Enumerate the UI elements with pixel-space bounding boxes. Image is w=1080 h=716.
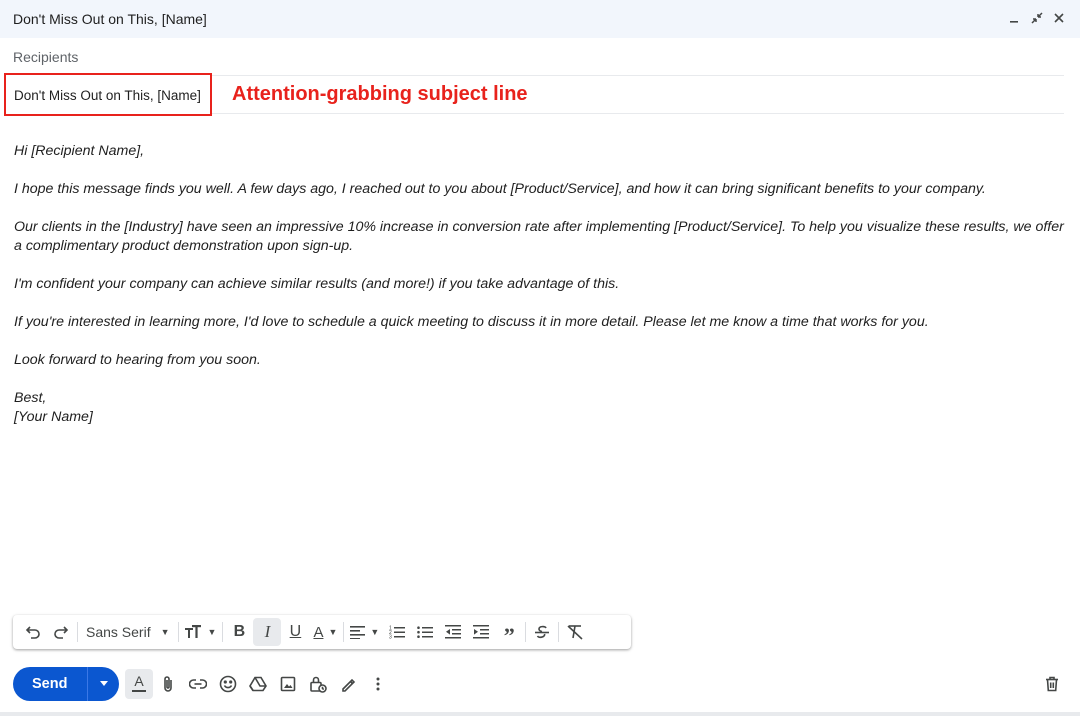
- numbered-list-icon[interactable]: [383, 618, 411, 646]
- svg-text:3: 3: [389, 634, 393, 639]
- chevron-down-icon: ▼: [328, 627, 338, 637]
- chevron-down-icon: [99, 681, 109, 687]
- toolbar-divider: [343, 622, 344, 642]
- formatting-toolbar: [13, 615, 631, 649]
- window-controls: [1006, 9, 1068, 27]
- svg-text:A: A: [134, 674, 145, 689]
- message-body[interactable]: [14, 142, 1064, 427]
- send-button-group: [13, 667, 119, 701]
- indent-more-icon[interactable]: [467, 618, 495, 646]
- svg-text:1: 1: [389, 625, 393, 632]
- body-paragraph: I'm confident your company can achieve similar results (and more!) if you take advantage of this.: [14, 276, 620, 292]
- strikethrough-icon[interactable]: [528, 618, 556, 646]
- signature-icon[interactable]: [333, 669, 363, 699]
- body-greeting: Hi [Recipient Name],: [14, 143, 145, 159]
- font-family-select[interactable]: [80, 618, 176, 646]
- bold-icon[interactable]: B: [233, 623, 246, 640]
- italic-icon[interactable]: I: [253, 618, 281, 646]
- bulleted-list-icon[interactable]: [411, 618, 439, 646]
- confidential-icon[interactable]: [303, 669, 333, 699]
- remove-formatting-icon[interactable]: [561, 618, 589, 646]
- attach-icon[interactable]: [153, 669, 183, 699]
- exit-fullscreen-icon[interactable]: [1028, 9, 1046, 27]
- text-size-icon[interactable]: [181, 618, 221, 646]
- redo-icon[interactable]: [47, 618, 75, 646]
- more-options-icon[interactable]: [363, 669, 393, 699]
- body-paragraph: I hope this message finds you well. A few days ago, I reached out to you about [Product/Service], and how it can bring significant benefits to your company.: [14, 181, 986, 197]
- quote-icon[interactable]: ”: [503, 623, 515, 648]
- compose-title-bar: [0, 0, 1080, 38]
- subject-highlight-box: [4, 73, 212, 116]
- undo-icon[interactable]: [19, 618, 47, 646]
- formatting-options-icon[interactable]: [125, 669, 153, 699]
- toolbar-divider: [222, 622, 223, 642]
- compose-action-bar: [13, 667, 1067, 701]
- subject-input[interactable]: Don't Miss Out on This, [Name]: [14, 88, 201, 103]
- compose-tools: [125, 669, 393, 699]
- indent-less-icon[interactable]: [439, 618, 467, 646]
- minimize-icon[interactable]: [1006, 9, 1024, 27]
- toolbar-divider: [178, 622, 179, 642]
- toolbar-divider: [558, 622, 559, 642]
- text-color-icon[interactable]: A ▼: [313, 623, 338, 641]
- chevron-down-icon: ▼: [370, 627, 380, 637]
- chevron-down-icon: ▼: [160, 627, 170, 637]
- schedule-send-dropdown[interactable]: [88, 667, 119, 701]
- underline-icon[interactable]: U: [289, 623, 302, 640]
- window-bottom-edge: [0, 712, 1080, 716]
- trash-icon[interactable]: [1037, 669, 1067, 699]
- close-icon[interactable]: [1050, 9, 1068, 27]
- link-icon[interactable]: [183, 669, 213, 699]
- photo-icon[interactable]: [273, 669, 303, 699]
- align-icon[interactable]: [346, 618, 383, 646]
- annotation-label: Attention-grabbing subject line: [232, 83, 528, 105]
- body-paragraph: If you're interested in learning more, I'd love to schedule a quick meeting to discuss it in more detail. Please let me know a time that works for you.: [14, 314, 929, 330]
- body-paragraph: Look forward to hearing from you soon.: [14, 352, 261, 368]
- body-paragraph: Our clients in the [Industry] have seen an impressive 10% increase in conversion rate after implementing [Product/Service]. To help you visualize these results, we offer a complimentary product demonstration upon sign-up.: [14, 219, 1064, 254]
- recipients-label: Recipients: [13, 49, 79, 65]
- chevron-down-icon: ▼: [207, 627, 217, 637]
- drive-icon[interactable]: [243, 669, 273, 699]
- font-family-label: Sans Serif: [86, 624, 151, 640]
- body-signoff: Best,: [14, 390, 47, 406]
- emoji-icon[interactable]: [213, 669, 243, 699]
- recipients-field[interactable]: [13, 44, 1064, 76]
- toolbar-divider: [77, 622, 78, 642]
- svg-text:2: 2: [389, 630, 393, 636]
- body-signature: [Your Name]: [14, 409, 93, 425]
- compose-title: Don't Miss Out on This, [Name]: [13, 11, 207, 27]
- send-button[interactable]: Send: [32, 676, 68, 692]
- toolbar-divider: [525, 622, 526, 642]
